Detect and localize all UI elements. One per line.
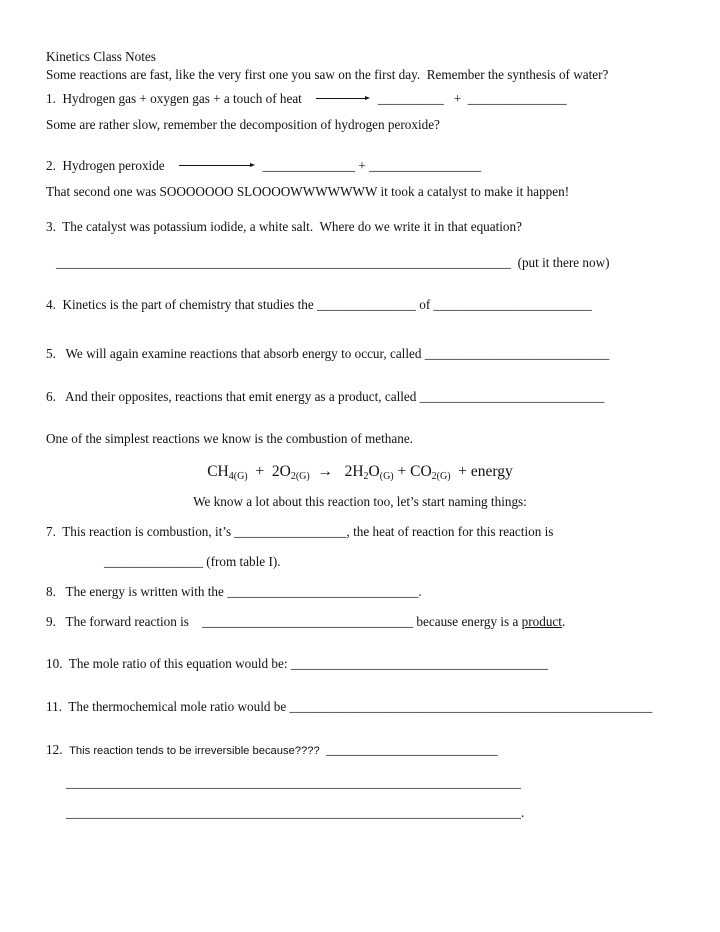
question-12 — [46, 742, 498, 759]
question-3-answer-line — [56, 255, 609, 271]
answer-blank[interactable]: ________________________________ — [202, 614, 414, 629]
intro-text: Some reactions are fast, like the very first one you saw on the first day. Remember the synthesis of water? — [46, 67, 609, 82]
answer-blank[interactable]: __________ — [377, 91, 444, 106]
question-3-text: 3. The catalyst was potassium iodide, a white salt. Where do we write it in that equation? — [46, 219, 522, 234]
question-5-text: 5. We will again examine reactions that absorb energy to occur, called — [46, 346, 422, 361]
plus-sign: + — [453, 91, 462, 106]
question-1 — [46, 91, 567, 107]
catalyst-text: That second one was SOOOOOOO SLOOOOWWWWWWW it took a catalyst to make it happen! — [46, 184, 570, 199]
question-2 — [46, 158, 481, 174]
question-7-line-2 — [104, 554, 281, 570]
answer-blank[interactable]: _______________________________________________________ — [289, 699, 653, 714]
question-7 — [46, 524, 553, 540]
naming-text: We know a lot about this reaction too, let’s start naming things: — [193, 494, 527, 509]
question-12-text: This reaction tends to be irreversible because???? — [69, 745, 320, 757]
answer-blank[interactable]: ____________________________ — [424, 346, 610, 361]
answer-blank[interactable]: _____________________________________________________________________ — [66, 775, 521, 790]
methane-combustion-equation: $CH_{4(G)} + 2O_{2(G)} \to 2H_2O_{(G)} + CO_{2(G)}$ + energy — [207, 463, 513, 482]
question-12-answer-line-2: _____________________________________________________________________. — [66, 805, 525, 820]
methane-text: One of the simplest reactions we know is the combustion of methane. — [46, 431, 413, 446]
page-title: Kinetics Class Notes — [46, 49, 156, 64]
question-8-text: 8. The energy is written with the — [46, 584, 224, 599]
question-12-number: 12. — [46, 742, 63, 757]
question-9: 9. The forward reaction is ________________________________ because energy is a product. — [46, 614, 566, 629]
slow-reaction-text: Some are rather slow, remember the decomposition of hydrogen peroxide? — [46, 117, 440, 132]
answer-blank[interactable]: __________________________ — [326, 742, 498, 757]
answer-blank[interactable]: _____________________________________________________________________ — [56, 255, 511, 270]
question-10 — [46, 656, 548, 672]
product-word: product — [521, 614, 562, 629]
answer-blank[interactable]: ____________________________ — [419, 389, 605, 404]
question-5 — [46, 346, 609, 362]
answer-blank[interactable]: ________________________ — [433, 297, 592, 312]
question-7-text-2: , the heat of reaction for this reaction is — [346, 524, 554, 539]
question-11 — [46, 699, 652, 715]
answer-blank[interactable]: _____________________________ — [227, 584, 419, 599]
question-12-answer-line-1 — [66, 775, 521, 791]
answer-blank[interactable]: _________________ — [234, 524, 347, 539]
answer-blank[interactable]: _______________ — [467, 91, 567, 106]
question-4-text: 4. Kinetics is the part of chemistry that studies the — [46, 297, 314, 312]
answer-blank[interactable]: _______________________________________ — [290, 656, 548, 671]
question-3-note: (put it there now) — [517, 255, 610, 270]
question-9-text: 9. The forward reaction is — [46, 614, 189, 629]
question-8: 8. The energy is written with the _____________________________. — [46, 584, 422, 599]
question-9-text-2: because energy is a — [416, 614, 519, 629]
reaction-arrow — [179, 165, 251, 166]
question-6 — [46, 389, 604, 405]
answer-blank[interactable]: ______________ — [262, 158, 355, 173]
question-2-text: 2. Hydrogen peroxide — [46, 158, 165, 173]
question-4 — [46, 297, 592, 313]
question-10-text: 10. The mole ratio of this equation would be: — [46, 656, 288, 671]
question-1-text: 1. Hydrogen gas + oxygen gas + a touch of heat — [46, 91, 302, 106]
answer-blank[interactable]: _______________ — [104, 554, 203, 569]
question-7-text: 7. This reaction is combustion, it’s — [46, 524, 232, 539]
plus-sign: + — [358, 158, 366, 173]
of-word: of — [419, 297, 431, 312]
answer-blank[interactable]: _________________ — [369, 158, 482, 173]
reaction-arrow — [316, 98, 366, 99]
question-7-text-3: (from table I). — [206, 554, 281, 569]
question-11-text: 11. The thermochemical mole ratio would be — [46, 699, 287, 714]
answer-blank[interactable]: _______________ — [317, 297, 416, 312]
answer-blank[interactable]: _____________________________________________________________________ — [66, 805, 521, 820]
question-6-text: 6. And their opposites, reactions that emit energy as a product, called — [46, 389, 417, 404]
